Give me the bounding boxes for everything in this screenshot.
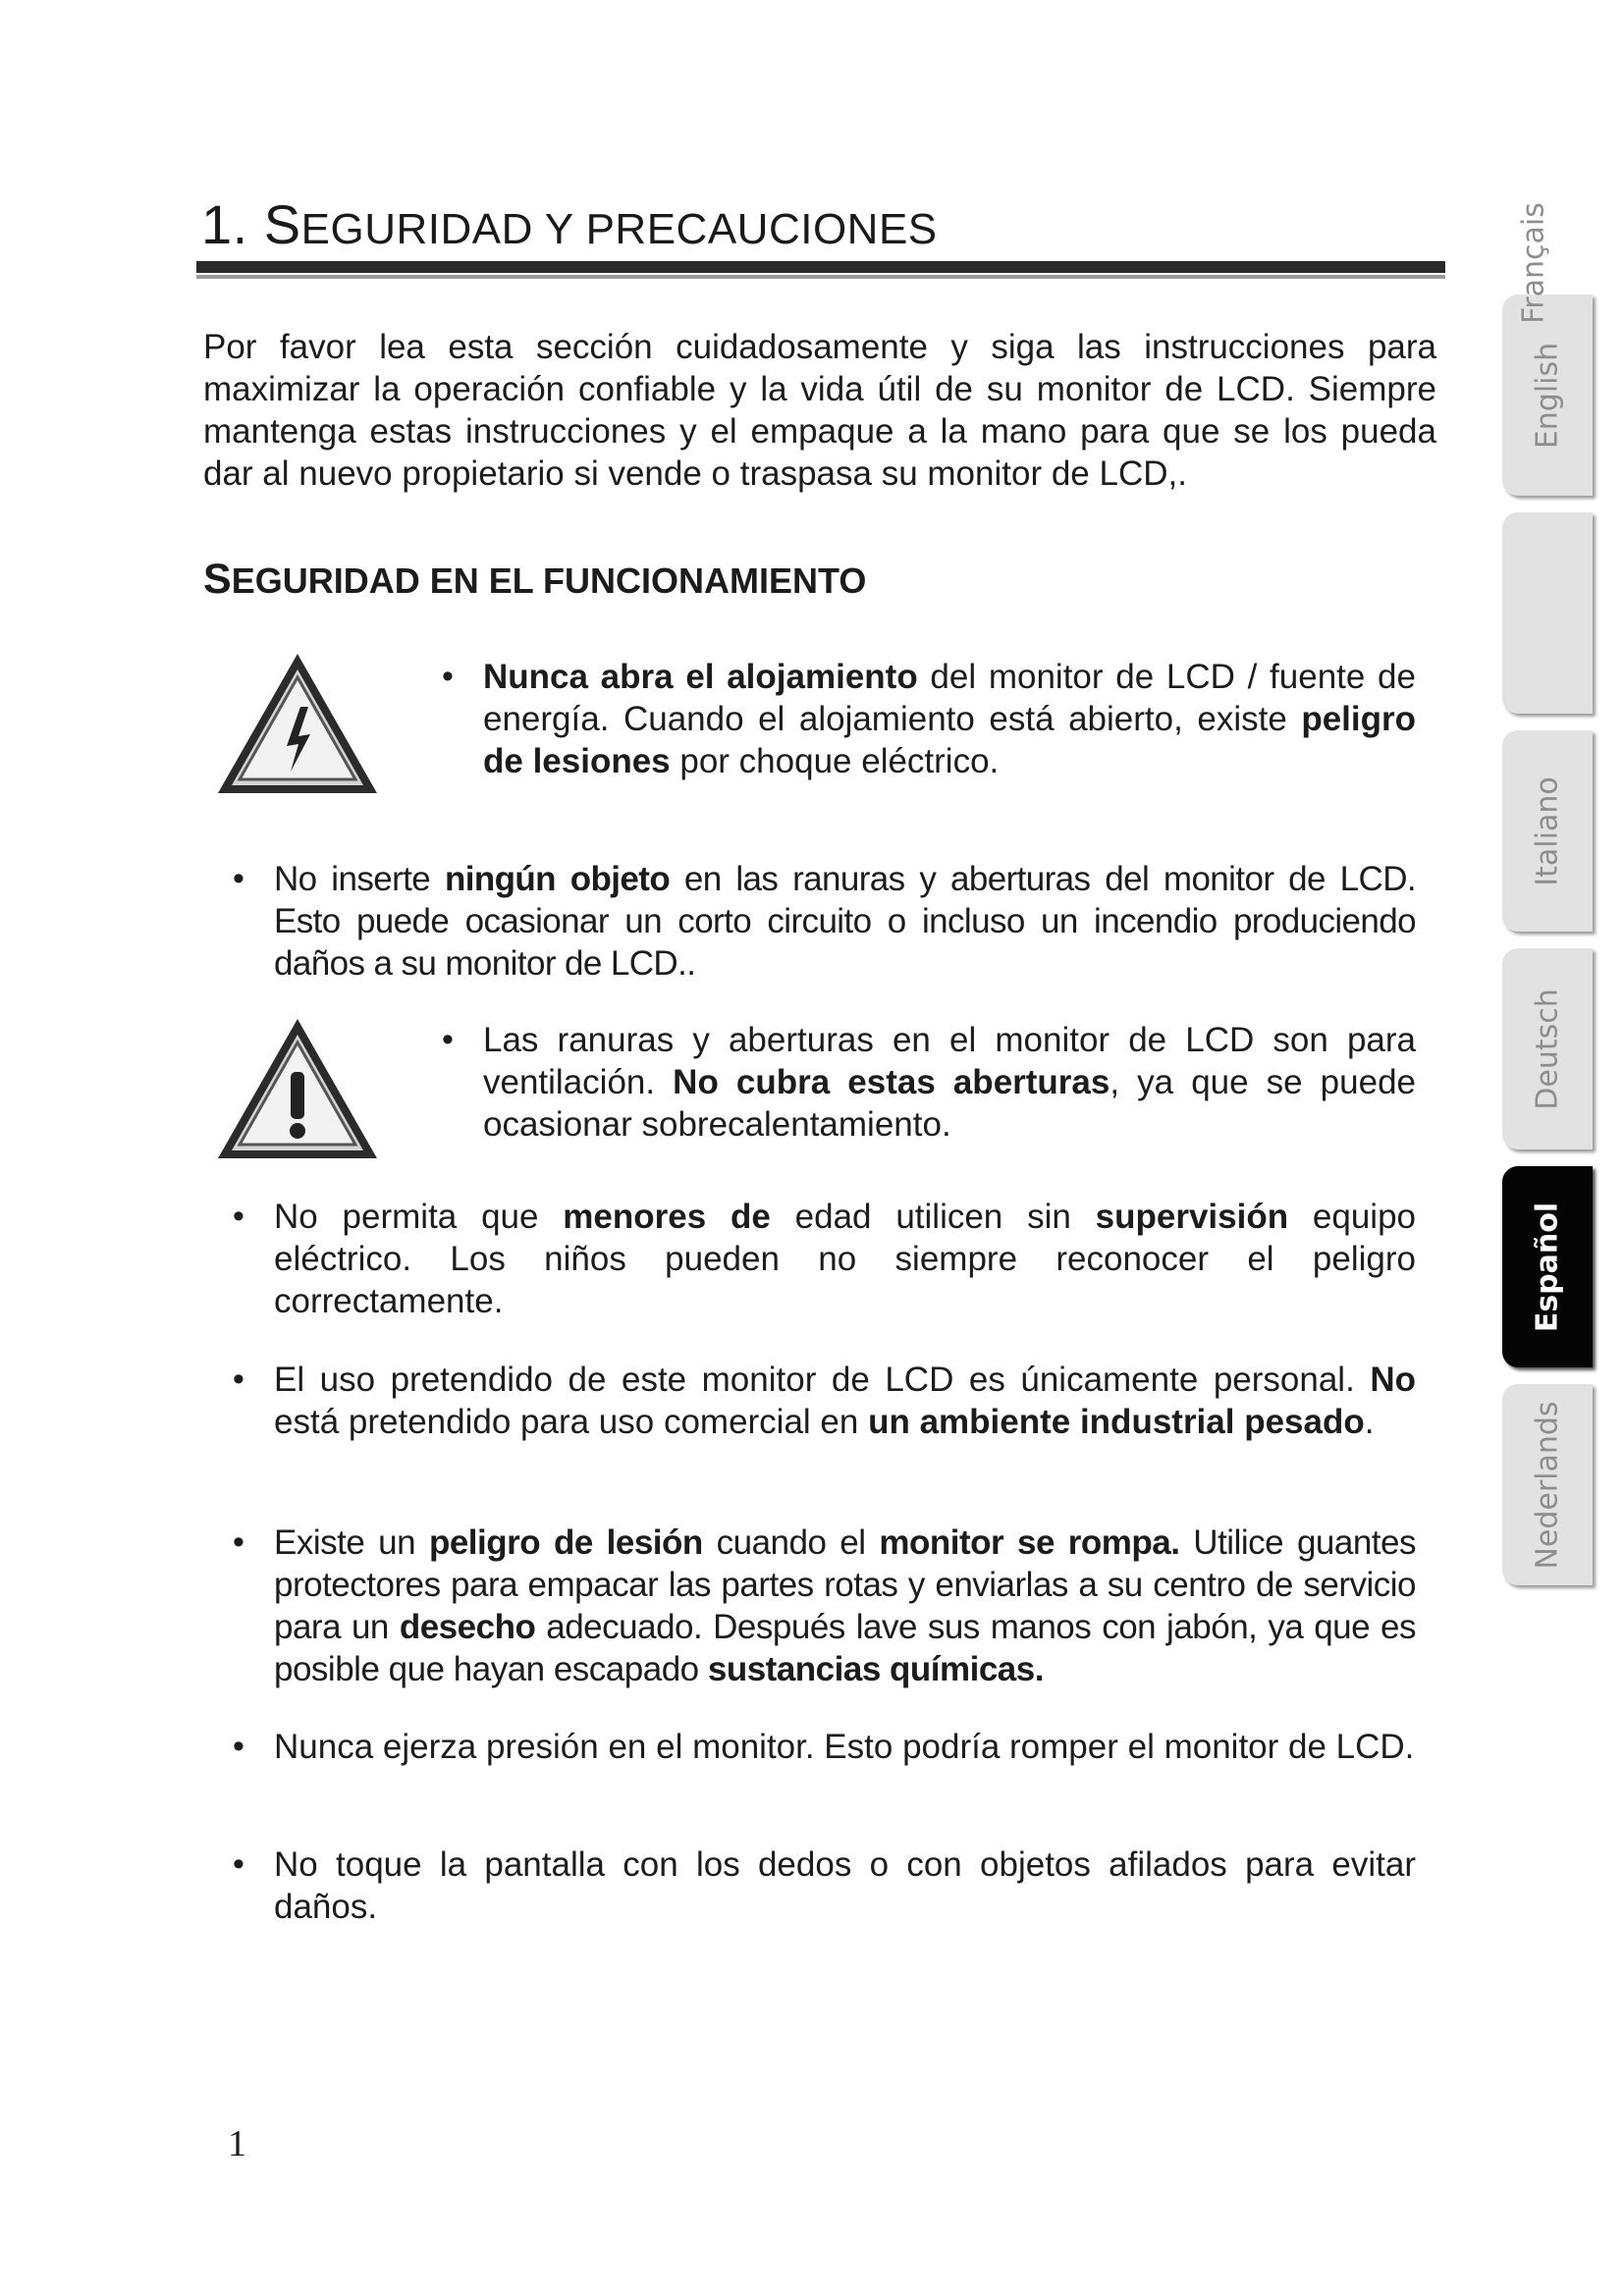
tab-espanol-label: Español <box>1530 1201 1565 1332</box>
tab-espanol[interactable] <box>1502 1166 1593 1367</box>
tab-english-label: English <box>1530 342 1565 449</box>
bullet-item <box>233 1196 1417 1322</box>
bullet-bold-text: No <box>1370 1361 1416 1399</box>
bullet-item <box>233 1843 1416 1928</box>
bullet-marker: • <box>233 1523 244 1561</box>
tab-italiano-label: Italiano <box>1530 775 1565 886</box>
bullet-text: Las ranuras y aberturas en el monitor de LCD son para ventilación. <box>483 1021 1416 1101</box>
bullet-text: . <box>1364 1403 1375 1441</box>
bullet-item <box>233 1359 1416 1443</box>
bullet-text: por choque eléctrico. <box>670 742 1000 780</box>
bullet-text: equipo eléctrico. Los niños pueden no siempre reconocer el peligro correctamente. <box>274 1198 1417 1320</box>
bullet-text: adecuado. Después lave sus manos con jabón, ya que es posible que hayan escapado <box>274 1608 1416 1688</box>
bullet-marker: • <box>233 1728 244 1765</box>
bullet-bold-text: supervisión <box>1095 1198 1289 1236</box>
bullet-item <box>442 656 1416 782</box>
bullet-text: Utilice guantes protectores para empacar las partes rotas y enviarlas a su centro de servicio para un <box>274 1523 1416 1646</box>
bullet-marker: • <box>233 1198 244 1235</box>
bullet-text: del monitor de LCD / fuente de energía. Cuando el alojamiento está abierto, existe <box>483 658 1416 738</box>
page-title <box>201 192 938 256</box>
bullet-bold-text: monitor se rompa. <box>879 1523 1180 1562</box>
bullet-marker: • <box>233 860 244 897</box>
bullet-text: en las ranuras y aberturas del monitor de LCD. Esto puede ocasionar un corto circuito o incluso un incendio produciendo daños a su monitor de LCD.. <box>274 860 1416 983</box>
title-rule <box>196 261 1445 273</box>
tab-nederlands-label: Nederlands <box>1530 1400 1565 1570</box>
general-warning-icon <box>214 1015 381 1162</box>
bullet-bold-text: No cubra estas aberturas <box>673 1063 1110 1101</box>
bullet-marker: • <box>442 658 454 695</box>
bullet-text: No toque la pantalla con los dedos o con objetos afilados para evitar daños. <box>274 1845 1416 1926</box>
title-text: EGURIDAD Y PRECAUCIONES <box>300 205 938 253</box>
tab-deutsch-label: Deutsch <box>1530 988 1565 1110</box>
bullet-bold-text: peligro de lesiones <box>483 700 1416 780</box>
bullet-bold-text: desecho <box>399 1608 536 1646</box>
title-rule-shadow <box>196 275 1445 279</box>
bullet-text: No permita que <box>274 1198 564 1236</box>
intro-paragraph: Por favor lea esta sección cuidadosamente y siga las instrucciones para maximizar la operación confiable y la vida útil de su monitor de LCD. Siempre mantenga estas instrucciones y el empaque a la mano para que se los pueda dar al nuevo propietario si vende o traspasa su monitor de LCD,. <box>203 328 1436 493</box>
section-heading-text: EGURIDAD EN EL FUNCIONAMIENTO <box>231 561 867 601</box>
bullet-marker: • <box>233 1361 244 1398</box>
title-number: 1. <box>201 193 248 255</box>
section-heading-initial: S <box>203 556 232 603</box>
tab-nederlands[interactable] <box>1502 1384 1593 1585</box>
bullet-bold-text: ningún objeto <box>444 860 671 898</box>
bullet-bold-text: Nunca abra el alojamiento <box>483 658 918 696</box>
bullet-text: El uso pretendido de este monitor de LCD es únicamente personal. <box>274 1361 1371 1399</box>
bullet-item <box>233 858 1416 985</box>
bullet-text: No inserte <box>274 860 445 898</box>
section-heading <box>203 556 866 604</box>
title-initial: S <box>263 193 301 255</box>
bullet-bold-text: un ambiente industrial pesado <box>868 1403 1365 1441</box>
tab-francais[interactable] <box>1502 512 1593 714</box>
bullet-bold-text: peligro de lesión <box>428 1523 703 1562</box>
tab-italiano[interactable] <box>1502 730 1593 932</box>
bullet-marker: • <box>233 1845 244 1883</box>
bullet-item <box>233 1726 1416 1768</box>
tab-deutsch[interactable] <box>1502 948 1593 1149</box>
bullet-text: Existe un <box>274 1523 429 1562</box>
bullet-text: cuando el <box>702 1523 880 1562</box>
bullet-bold-text: sustancias químicas. <box>707 1650 1044 1688</box>
bullet-text: Nunca ejerza presión en el monitor. Esto podría romper el monitor de LCD. <box>274 1728 1415 1766</box>
bullet-item <box>233 1522 1416 1690</box>
bullet-text: está pretendido para uso comercial en <box>274 1403 869 1441</box>
bullet-marker: • <box>442 1021 454 1058</box>
bullet-text: , ya que se puede ocasionar sobrecalentamiento. <box>483 1063 1417 1144</box>
page-number: 1 <box>228 2123 246 2164</box>
tab-english[interactable] <box>1502 294 1593 496</box>
bullet-item <box>442 1019 1417 1146</box>
tab-francais-label[interactable]: Français <box>1516 202 1551 324</box>
electric-hazard-icon <box>214 650 381 797</box>
bullet-text: edad utilicen sin <box>770 1198 1096 1236</box>
bullet-bold-text: menores de <box>563 1198 771 1236</box>
